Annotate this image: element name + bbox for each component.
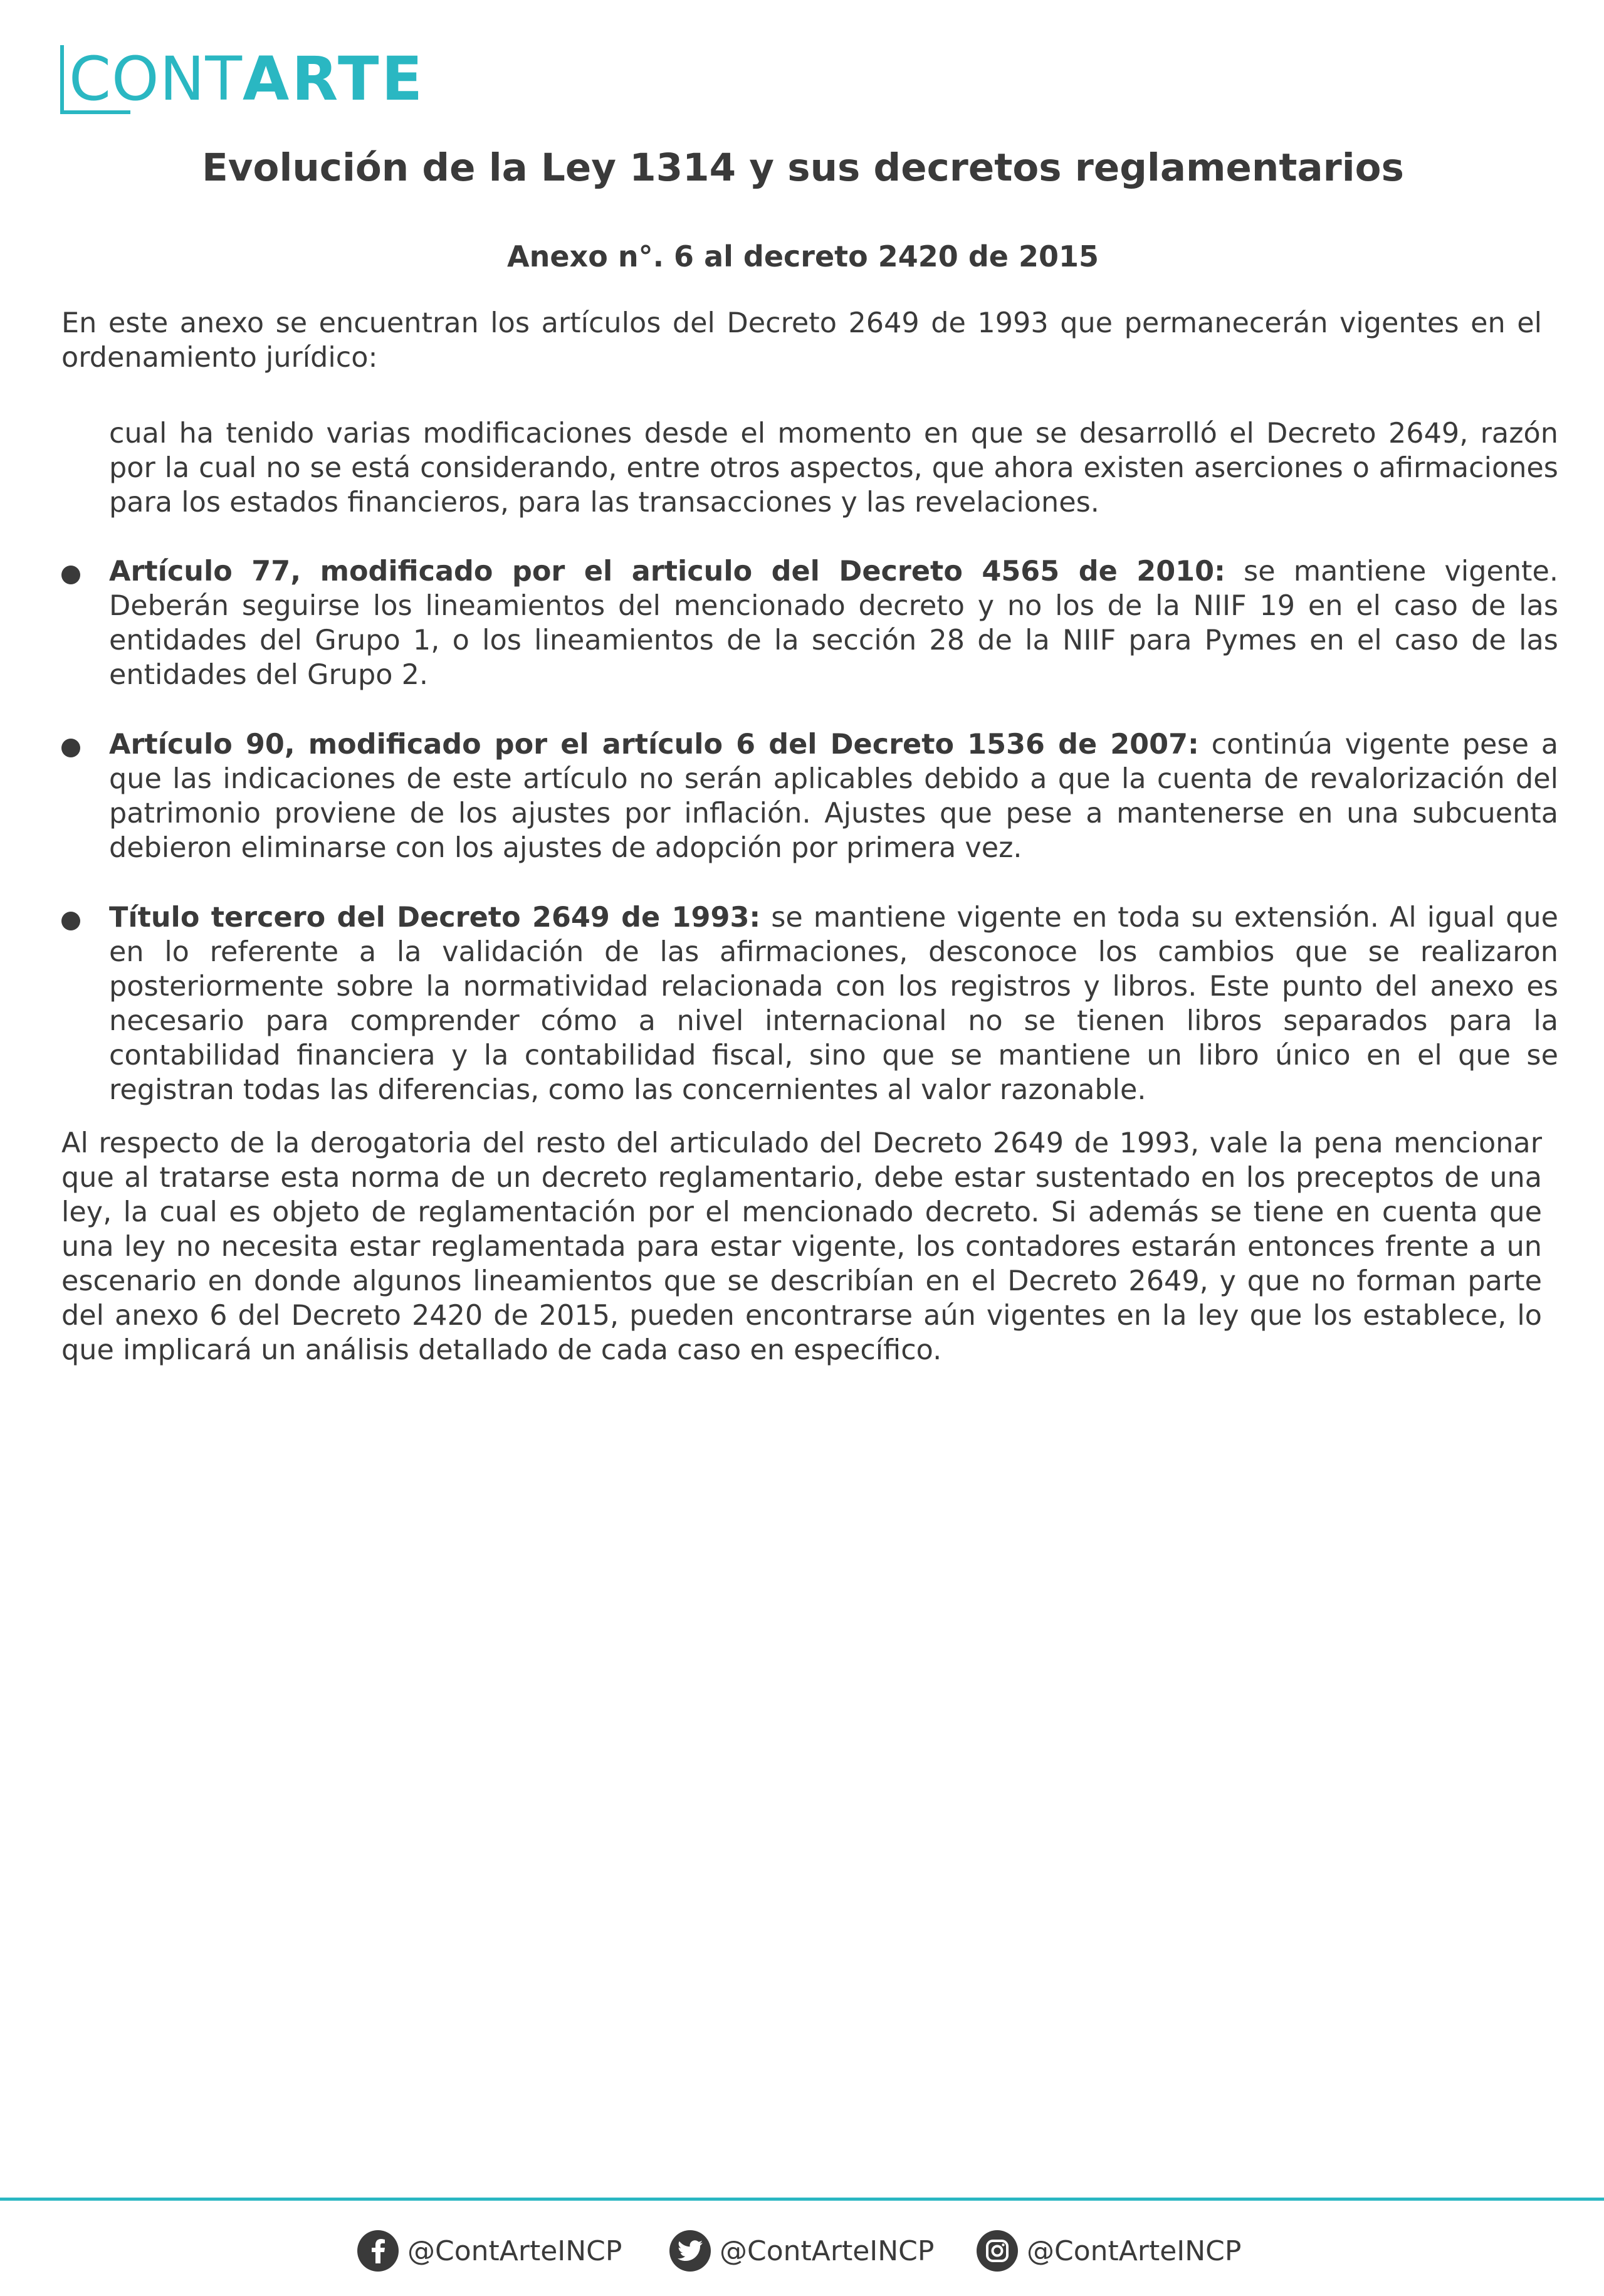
continuation-paragraph: cual ha tenido varias modificaciones desde el momento en que se desarrolló el Decreto 2649, razón por la cual no se está considerando, entre otros aspectos, que ahora existen aserciones o afirmaciones para los estados financieros, para las transacciones y las revelaciones. <box>109 418 1558 519</box>
bullet-item-titulo-tercero <box>61 900 1558 1107</box>
twitter-link[interactable] <box>669 2227 934 2275</box>
bullet-heading: Artículo 77, modificado por el articulo del Decreto 4565 de 2010: <box>109 556 1225 587</box>
instagram-handle: @ContArteINCP <box>1027 2235 1242 2267</box>
facebook-handle: @ContArteINCP <box>407 2235 622 2267</box>
bullet-item-articulo-77 <box>61 554 1558 692</box>
facebook-icon <box>357 2230 399 2272</box>
bullet-body: continúa vigente pese a que las indicaciones de este artículo no serán aplicables debido a que la cuenta de revalorización del patrimonio proviene de los ajustes por inflación. Ajustes que pese a mantenerse en una subcuenta debieron eliminarse con los ajustes de adopción por primera vez. <box>109 729 1558 864</box>
bullet-heading: Título tercero del Decreto 2649 de 1993: <box>109 902 761 934</box>
logo-wordmark <box>69 44 425 114</box>
contarte-logo <box>60 44 426 114</box>
twitter-handle: @ContArteINCP <box>720 2235 935 2267</box>
intro-paragraph: En este anexo se encuentran los artículos del Decreto 2649 de 1993 que permanecerán vigentes en el ordenamiento jurídico: <box>61 307 1542 374</box>
page-subtitle: Anexo n°. 6 al decreto 2420 de 2015 <box>506 240 1099 273</box>
logo-cont: CONT <box>69 44 243 114</box>
page-title: Evolución de la Ley 1314 y sus decretos reglamentarios <box>202 145 1404 190</box>
instagram-link[interactable] <box>977 2227 1241 2275</box>
bullet-icon <box>61 739 80 757</box>
footer-divider <box>0 2198 1604 2201</box>
bullet-body: se mantiene vigente en toda su extensión. Al igual que en lo referente a la validación de las afirmaciones, desconoce los cambios que se realizaron posteriormente sobre la normatividad relacionada con los registros y libros. Este punto del anexo es necesario para comprender cómo a nivel internacional no se tienen libros separados para la contabilidad financiera y la contabilidad fiscal, sino que se mantiene un libro único en el que se registran todas las diferencias, como las concernientes al valor razonable. <box>109 902 1558 1106</box>
bullet-text <box>109 554 1558 692</box>
bullet-text <box>109 727 1558 865</box>
bullet-text <box>109 900 1558 1107</box>
facebook-link[interactable] <box>357 2227 622 2275</box>
logo-arte: ARTE <box>243 44 426 114</box>
bullet-icon <box>61 566 80 584</box>
closing-paragraph: Al respecto de la derogatoria del resto del articulado del Decreto 2649 de 1993, vale la pena mencionar que al tratarse esta norma de un decreto reglamentario, debe estar sustentado en los preceptos de una ley, la cual es objeto de reglamentación por el mencionado decreto. Si además se tiene en cuenta que una ley no necesita estar reglamentada para estar vigente, los contadores estarán entonces frente a un escenario en donde algunos lineamientos que se describían en el Decreto 2649, y que no forman parte del anexo 6 del Decreto 2420 de 2015, pueden encontrarse aún vigentes en la ley que los establece, lo que implicará un análisis detallado de cada caso en específico. <box>61 1127 1542 1366</box>
bullet-body: se mantiene vigente. Deberán seguirse los lineamientos del mencionado decreto y no los de la NIIF 19 en el caso de las entidades del Grupo 1, o los lineamientos de la sección 28 de la NIIF para Pymes en el caso de las entidades del Grupo 2. <box>109 556 1558 691</box>
bullet-item-articulo-90 <box>61 727 1558 865</box>
bullet-icon <box>61 912 80 930</box>
bullet-heading: Artículo 90, modificado por el artículo 6 del Decreto 1536 de 2007: <box>109 729 1199 761</box>
logo-bar <box>60 45 64 114</box>
instagram-icon <box>977 2230 1018 2272</box>
twitter-icon <box>669 2230 711 2272</box>
